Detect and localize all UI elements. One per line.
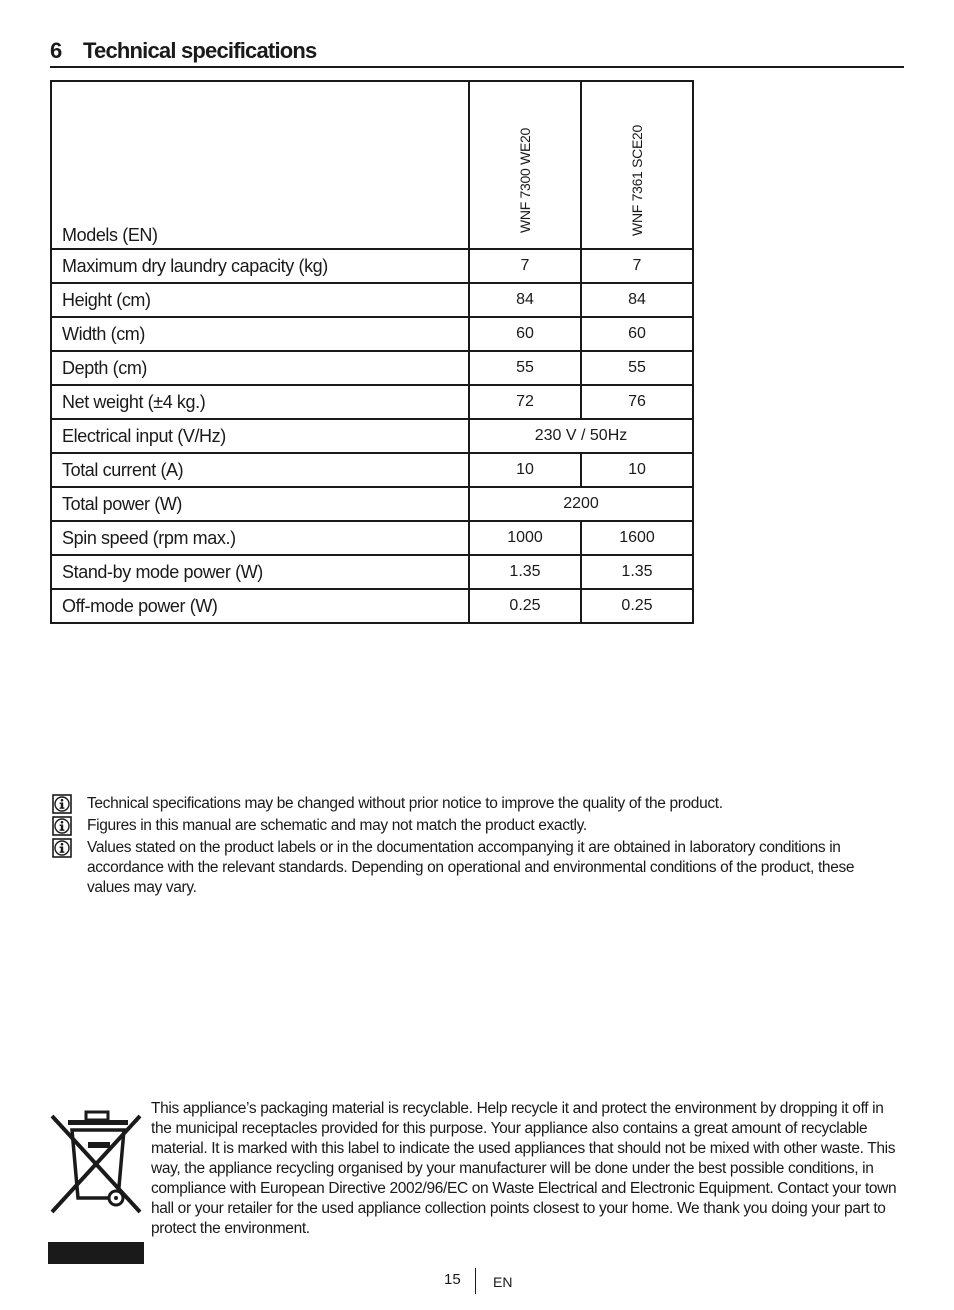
- table-row: [51, 385, 693, 419]
- spec-value: 55: [469, 351, 581, 385]
- info-icon: [52, 816, 72, 836]
- table-row: [51, 249, 693, 283]
- table-row: [51, 351, 693, 385]
- note-item: [52, 816, 882, 836]
- table-row: [51, 419, 693, 453]
- model-name: WNF 7361 SCE20: [629, 125, 645, 236]
- spec-label: Stand-by mode power (W): [51, 555, 469, 589]
- spec-label: Total current (A): [51, 453, 469, 487]
- note-text: Figures in this manual are schematic and may not match the product exactly.: [87, 817, 587, 834]
- language-code: EN: [493, 1274, 513, 1290]
- table-row: [51, 317, 693, 351]
- spec-value: 10: [581, 453, 693, 487]
- spec-value: 10: [469, 453, 581, 487]
- spec-label: Height (cm): [51, 283, 469, 317]
- spec-label: Spin speed (rpm max.): [51, 521, 469, 555]
- page-footer: [0, 1268, 954, 1294]
- spec-label: Depth (cm): [51, 351, 469, 385]
- footer-divider: [475, 1268, 476, 1294]
- spec-value: 1600: [581, 521, 693, 555]
- info-icon: [52, 794, 72, 814]
- table-row: [51, 555, 693, 589]
- spec-value: 84: [581, 283, 693, 317]
- note-text: Technical specifications may be changed without prior notice to improve the quality of the product.: [87, 795, 723, 812]
- weee-crossed-bin-icon: [48, 1106, 144, 1264]
- spec-value: 0.25: [469, 589, 581, 623]
- model-name: WNF 7300 WE20: [517, 127, 533, 234]
- spec-label: Electrical input (V/Hz): [51, 419, 469, 453]
- table-row: [51, 589, 693, 623]
- table-row: [51, 521, 693, 555]
- note-text: Values stated on the product labels or in the documentation accompanying it are obtained in laboratory conditions in accordance with the relevant standards. Depending on operational and environmental conditions of the product, these values may vary.: [87, 839, 855, 896]
- table-row: [51, 283, 693, 317]
- model-header-1: [469, 81, 581, 249]
- section-number: 6: [50, 38, 62, 63]
- spec-value: 60: [581, 317, 693, 351]
- table-header-row: [51, 81, 693, 249]
- spec-label: Total power (W): [51, 487, 469, 521]
- spec-value-merged: 230 V / 50Hz: [469, 419, 693, 453]
- spec-value: 1000: [469, 521, 581, 555]
- spec-value-merged: 2200: [469, 487, 693, 521]
- info-icon: [52, 838, 72, 858]
- spec-value: 72: [469, 385, 581, 419]
- spec-value: 84: [469, 283, 581, 317]
- spec-label: Off-mode power (W): [51, 589, 469, 623]
- spec-value: 7: [469, 249, 581, 283]
- specifications-table: [50, 80, 694, 624]
- models-label: Models (EN): [51, 81, 469, 249]
- note-item: [52, 794, 882, 814]
- spec-value: 55: [581, 351, 693, 385]
- spec-label: Width (cm): [51, 317, 469, 351]
- table-row: [51, 487, 693, 521]
- spec-value: 1.35: [581, 555, 693, 589]
- notes-list: [52, 794, 882, 900]
- page-number: 15: [444, 1271, 461, 1288]
- spec-value: 7: [581, 249, 693, 283]
- section-heading: [50, 38, 904, 68]
- recycling-notice: This appliance’s packaging material is recyclable. Help recycle it and protect the environment by dropping it off in the municipal receptacles provided for this purpose. Your appliance also contains a great amount of recyclable material. It is marked with this label to indicate the used appliances that should not be mixed with other waste. This way, the appliance recycling organised by your manufacturer will be done under the best possible conditions, in compliance with European Directive 2002/96/EC on Waste Electrical and Electronic Equipment. Contact your town hall or your retailer for the used appliance collection points closest to your home. We thank you doing your part to protect the environment.: [151, 1100, 897, 1237]
- note-item: [52, 838, 882, 898]
- spec-value: 1.35: [469, 555, 581, 589]
- spec-value: 0.25: [581, 589, 693, 623]
- spec-label: Net weight (±4 kg.): [51, 385, 469, 419]
- spec-label: Maximum dry laundry capacity (kg): [51, 249, 469, 283]
- spec-value: 76: [581, 385, 693, 419]
- spec-value: 60: [469, 317, 581, 351]
- section-title: Technical specifications: [83, 38, 317, 63]
- model-header-2: [581, 81, 693, 249]
- table-row: [51, 453, 693, 487]
